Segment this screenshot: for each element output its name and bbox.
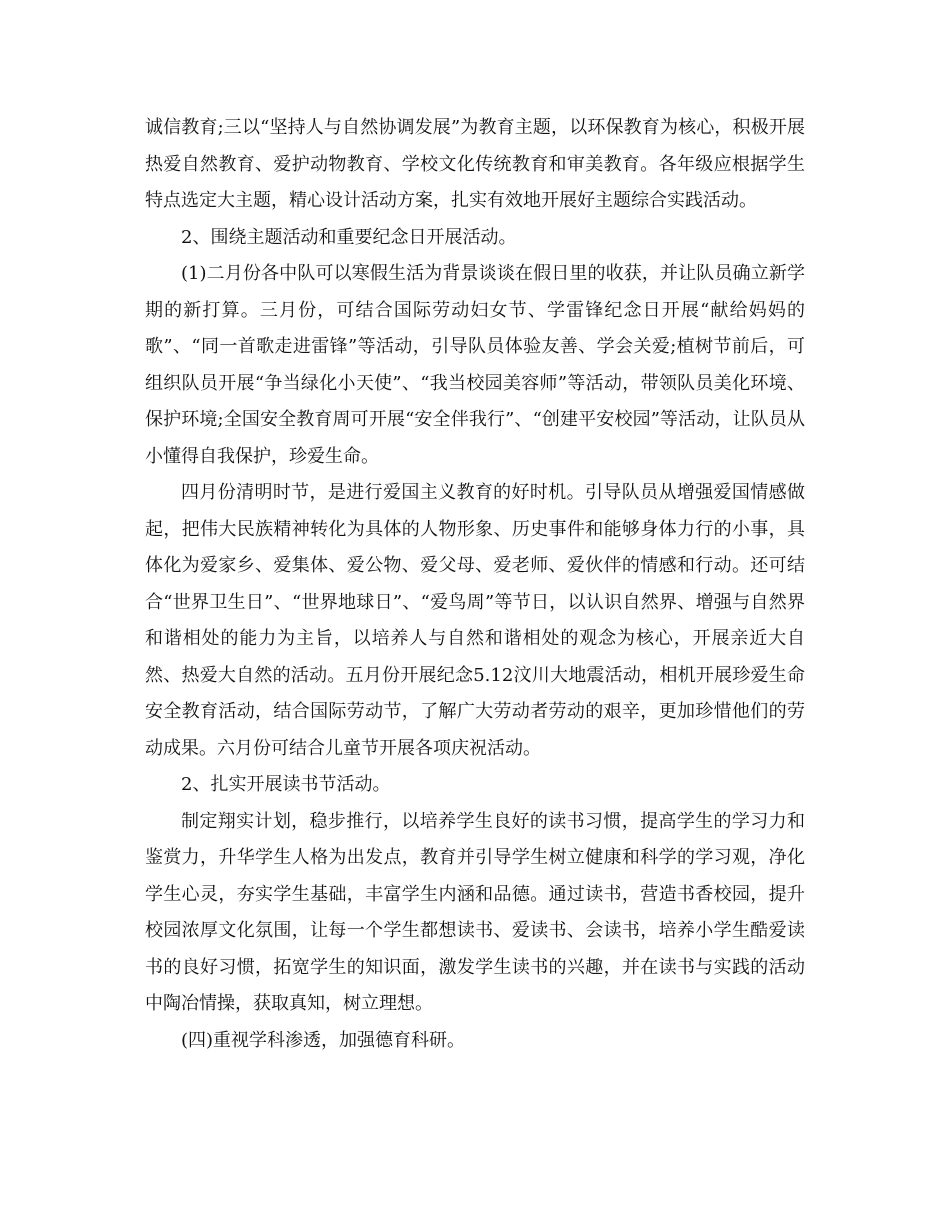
paragraph-continuation: 诚信教育;三以“坚持人与自然协调发展”为教育主题，以环保教育为核心，积极开展热爱自然教育、爱护动物教育、学校文化传统教育和审美教育。各年级应根据学生特点选定大主题，精心设计活动方案，扎实有效地开展好主题综合实践活动。 (145, 117, 805, 211)
section-heading-four: (四)重视学科渗透，加强德育科研。 (181, 1029, 466, 1051)
paragraph-reading-festival-heading: 2、扎实开展读书节活动。 (181, 774, 391, 795)
paragraph-item-2-heading: 2、围绕主题活动和重要纪念日开展活动。 (181, 226, 517, 248)
document-body (145, 110, 805, 1059)
paragraph-february-march: (1)二月份各中队可以寒假生活为背景谈谈在假日里的收获，并让队员确立新学期的新打算。三月份，可结合国际劳动妇女节、学雷锋纪念日开展“献给妈妈的歌”、“同一首歌走进雷锋”等活动，引导队员体验友善、学会关爱;植树节前后，可组织队员开展“争当绿化小天使”、“我当校园美容师”等活动，带领队员美化环境、保护环境;全国安全教育周可开展“安全伴我行”、“创建平安校园”等活动，让队员从小懂得自我保护，珍爱生命。 (145, 263, 805, 467)
paragraph-reading-plan: 制定翔实计划，稳步推行，以培养学生良好的读书习惯，提高学生的学习力和鉴赏力，升华学生人格为出发点，教育并引导学生树立健康和科学的学习观，净化学生心灵，夯实学生基础，丰富学生内涵和品德。通过读书，营造书香校园，提升校园浓厚文化氛围，让每一个学生都想读书、爱读书、会读书，培养小学生酷爱读书的良好习惯，拓宽学生的知识面，激发学生读书的兴趣，并在读书与实践的活动中陶冶情操，获取真知，树立理想。 (145, 810, 805, 1014)
paragraph-april-june: 四月份清明时节，是进行爱国主义教育的好时机。引导队员从增强爱国情感做起，把伟大民族精神转化为具体的人物形象、历史事件和能够身体力行的小事，具体化为爱家乡、爱集体、爱公物、爱父母、爱老师、爱伙伴的情感和行动。还可结合“世界卫生日”、“世界地球日”、“爱鸟周”等节日，以认识自然界、增强与自然界和谐相处的能力为主旨，以培养人与自然和谐相处的观念为核心，开展亲近大自然、热爱大自然的活动。五月份开展纪念5.12汶川大地震活动，相机开展珍爱生命安全教育活动，结合国际劳动节，了解广大劳动者劳动的艰辛，更加珍惜他们的劳动成果。六月份可结合儿童节开展各项庆祝活动。 (145, 482, 805, 759)
